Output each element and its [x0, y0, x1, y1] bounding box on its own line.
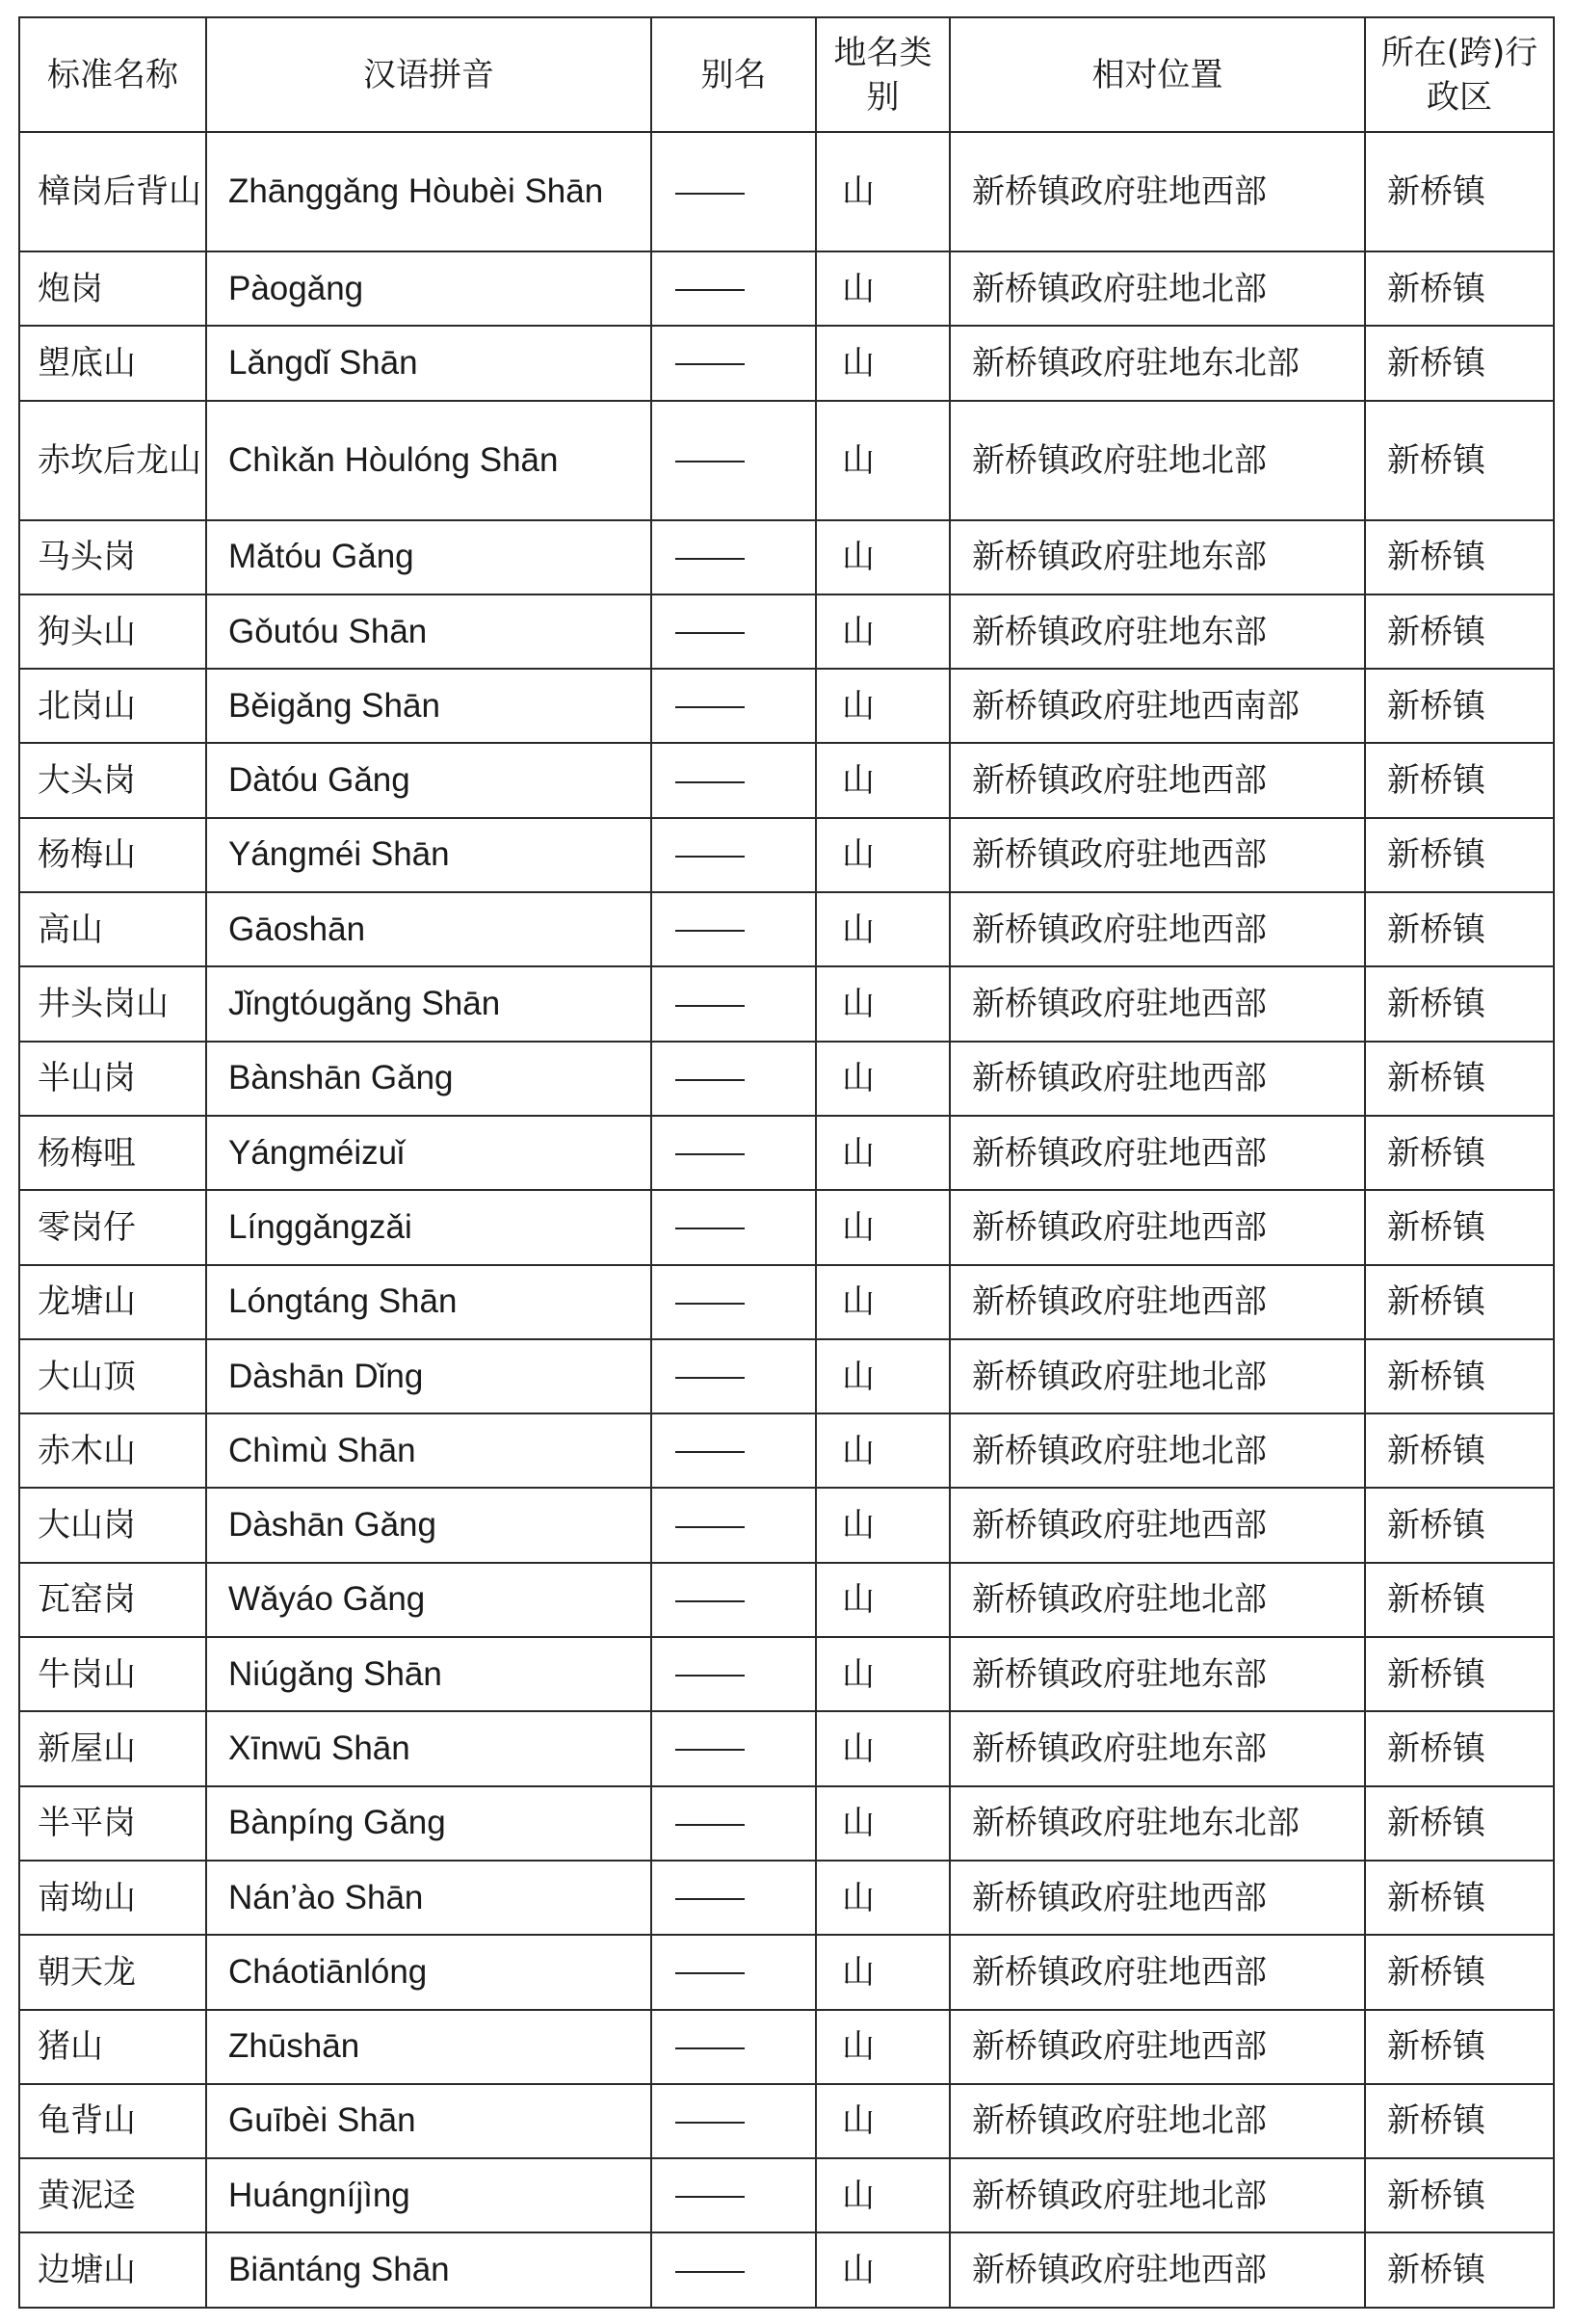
- pinyin-cell: Yángméi Shān: [206, 818, 651, 892]
- table-row: [19, 2084, 1554, 2158]
- name-cell: 樟岗后背山: [19, 132, 206, 251]
- pinyin-cell: Lóngtáng Shān: [206, 1265, 651, 1339]
- table-row: [19, 1413, 1554, 1488]
- alias-cell: [651, 2158, 816, 2232]
- pinyin-cell: Pàogǎng: [206, 251, 651, 326]
- district-cell: 新桥镇: [1365, 1637, 1554, 1711]
- alias-cell: [651, 1116, 816, 1190]
- alias-cell: [651, 1265, 816, 1339]
- alias-dash: [675, 1600, 745, 1602]
- alias-cell: [651, 520, 816, 594]
- pinyin-cell: Chìkǎn Hòulóng Shān: [206, 401, 651, 520]
- type-cell: 山: [816, 1190, 950, 1264]
- district-cell: 新桥镇: [1365, 2010, 1554, 2084]
- type-cell: 山: [816, 1637, 950, 1711]
- name-cell: 龟背山: [19, 2084, 206, 2158]
- type-cell: 山: [816, 669, 950, 743]
- district-cell: 新桥镇: [1365, 669, 1554, 743]
- pinyin-cell: Xīnwū Shān: [206, 1711, 651, 1785]
- location-cell: 新桥镇政府驻地西部: [950, 966, 1365, 1041]
- alias-cell: [651, 1711, 816, 1785]
- location-cell: 新桥镇政府驻地东北部: [950, 326, 1365, 400]
- location-cell: 新桥镇政府驻地西部: [950, 1116, 1365, 1190]
- district-cell: 新桥镇: [1365, 1413, 1554, 1488]
- alias-cell: [651, 1488, 816, 1562]
- name-cell: 半平岗: [19, 1786, 206, 1861]
- pinyin-cell: Niúgǎng Shān: [206, 1637, 651, 1711]
- pinyin-cell: Wǎyáo Gǎng: [206, 1563, 651, 1637]
- table-row: [19, 892, 1554, 966]
- alias-dash: [675, 1079, 745, 1081]
- type-cell: 山: [816, 743, 950, 817]
- table-row: [19, 251, 1554, 326]
- alias-dash: [675, 289, 745, 291]
- place-names-table: [18, 16, 1555, 2309]
- alias-cell: [651, 892, 816, 966]
- table-row: [19, 669, 1554, 743]
- alias-cell: [651, 1637, 816, 1711]
- pinyin-cell: Dàshān Dǐng: [206, 1339, 651, 1413]
- alias-dash: [675, 558, 745, 560]
- name-cell: 牛岗山: [19, 1637, 206, 1711]
- table-row: [19, 1935, 1554, 2009]
- name-cell: 大头岗: [19, 743, 206, 817]
- alias-dash: [675, 930, 745, 932]
- type-cell: 山: [816, 1711, 950, 1785]
- table-row: [19, 743, 1554, 817]
- table-row: [19, 594, 1554, 669]
- location-cell: 新桥镇政府驻地东部: [950, 1637, 1365, 1711]
- alias-dash: [675, 1749, 745, 1751]
- table-row: [19, 1786, 1554, 1861]
- type-cell: 山: [816, 326, 950, 400]
- name-cell: 龙塘山: [19, 1265, 206, 1339]
- table-row: [19, 2232, 1554, 2307]
- district-cell: 新桥镇: [1365, 1265, 1554, 1339]
- alias-cell: [651, 966, 816, 1041]
- district-cell: 新桥镇: [1365, 1935, 1554, 2009]
- name-cell: 马头岗: [19, 520, 206, 594]
- type-cell: 山: [816, 966, 950, 1041]
- district-cell: 新桥镇: [1365, 2232, 1554, 2307]
- district-cell: 新桥镇: [1365, 1042, 1554, 1116]
- location-cell: 新桥镇政府驻地西部: [950, 1265, 1365, 1339]
- type-cell: 山: [816, 1116, 950, 1190]
- name-cell: 杨梅山: [19, 818, 206, 892]
- type-cell: 山: [816, 1339, 950, 1413]
- type-cell: 山: [816, 520, 950, 594]
- table-row: [19, 1265, 1554, 1339]
- type-cell: 山: [816, 1861, 950, 1935]
- alias-cell: [651, 669, 816, 743]
- location-cell: 新桥镇政府驻地西部: [950, 892, 1365, 966]
- alias-cell: [651, 743, 816, 817]
- type-cell: 山: [816, 251, 950, 326]
- alias-cell: [651, 1413, 816, 1488]
- pinyin-cell: Gāoshān: [206, 892, 651, 966]
- pinyin-cell: Cháotiānlóng: [206, 1935, 651, 2009]
- name-cell: 北岗山: [19, 669, 206, 743]
- type-cell: 山: [816, 594, 950, 669]
- name-cell: 大山岗: [19, 1488, 206, 1562]
- table-row: [19, 818, 1554, 892]
- district-cell: 新桥镇: [1365, 1711, 1554, 1785]
- name-cell: 朝天龙: [19, 1935, 206, 2009]
- alias-cell: [651, 1563, 816, 1637]
- district-cell: 新桥镇: [1365, 743, 1554, 817]
- alias-dash: [675, 781, 745, 783]
- alias-cell: [651, 2232, 816, 2307]
- pinyin-cell: Yángméizuǐ: [206, 1116, 651, 1190]
- type-cell: 山: [816, 401, 950, 520]
- name-cell: 赤坎后龙山: [19, 401, 206, 520]
- header-district: 所在(跨)行政区: [1365, 17, 1554, 132]
- location-cell: 新桥镇政府驻地西部: [950, 1935, 1365, 2009]
- table-row: [19, 2158, 1554, 2232]
- table-row: [19, 1116, 1554, 1190]
- alias-dash: [675, 706, 745, 708]
- alias-dash: [675, 1526, 745, 1528]
- location-cell: 新桥镇政府驻地西部: [950, 818, 1365, 892]
- alias-cell: [651, 1935, 816, 2009]
- pinyin-cell: Dàtóu Gǎng: [206, 743, 651, 817]
- alias-dash: [675, 1377, 745, 1379]
- name-cell: 塱底山: [19, 326, 206, 400]
- name-cell: 边塘山: [19, 2232, 206, 2307]
- table-row: [19, 401, 1554, 520]
- type-cell: 山: [816, 132, 950, 251]
- location-cell: 新桥镇政府驻地北部: [950, 2158, 1365, 2232]
- location-cell: 新桥镇政府驻地东部: [950, 520, 1365, 594]
- district-cell: 新桥镇: [1365, 401, 1554, 520]
- location-cell: 新桥镇政府驻地北部: [950, 1563, 1365, 1637]
- table-row: [19, 1711, 1554, 1785]
- district-cell: 新桥镇: [1365, 1190, 1554, 1264]
- table-row: [19, 966, 1554, 1041]
- name-cell: 瓦窑岗: [19, 1563, 206, 1637]
- pinyin-cell: Mǎtóu Gǎng: [206, 520, 651, 594]
- district-cell: 新桥镇: [1365, 594, 1554, 669]
- pinyin-cell: Lǎngdǐ Shān: [206, 326, 651, 400]
- type-cell: 山: [816, 2010, 950, 2084]
- alias-cell: [651, 818, 816, 892]
- table-row: [19, 1637, 1554, 1711]
- district-cell: 新桥镇: [1365, 1339, 1554, 1413]
- district-cell: 新桥镇: [1365, 251, 1554, 326]
- type-cell: 山: [816, 2232, 950, 2307]
- district-cell: 新桥镇: [1365, 520, 1554, 594]
- name-cell: 炮岗: [19, 251, 206, 326]
- alias-cell: [651, 2010, 816, 2084]
- type-cell: 山: [816, 1786, 950, 1861]
- alias-cell: [651, 326, 816, 400]
- pinyin-cell: Nán’ào Shān: [206, 1861, 651, 1935]
- table-row: [19, 132, 1554, 251]
- location-cell: 新桥镇政府驻地西部: [950, 743, 1365, 817]
- location-cell: 新桥镇政府驻地东北部: [950, 1786, 1365, 1861]
- location-cell: 新桥镇政府驻地西部: [950, 2232, 1365, 2307]
- district-cell: 新桥镇: [1365, 1563, 1554, 1637]
- alias-dash: [675, 2271, 745, 2273]
- district-cell: 新桥镇: [1365, 2158, 1554, 2232]
- alias-dash: [675, 856, 745, 858]
- location-cell: 新桥镇政府驻地东部: [950, 594, 1365, 669]
- alias-dash: [675, 2122, 745, 2124]
- alias-dash: [675, 632, 745, 634]
- table-row: [19, 1563, 1554, 1637]
- name-cell: 南坳山: [19, 1861, 206, 1935]
- location-cell: 新桥镇政府驻地东部: [950, 1711, 1365, 1785]
- district-cell: 新桥镇: [1365, 966, 1554, 1041]
- location-cell: 新桥镇政府驻地西南部: [950, 669, 1365, 743]
- pinyin-cell: Huángníjìng: [206, 2158, 651, 2232]
- alias-cell: [651, 401, 816, 520]
- location-cell: 新桥镇政府驻地北部: [950, 1413, 1365, 1488]
- table-row: [19, 1488, 1554, 1562]
- table-header: [19, 17, 1554, 132]
- pinyin-cell: Zhūshān: [206, 2010, 651, 2084]
- location-cell: 新桥镇政府驻地西部: [950, 1190, 1365, 1264]
- district-cell: 新桥镇: [1365, 326, 1554, 400]
- name-cell: 井头岗山: [19, 966, 206, 1041]
- alias-cell: [651, 1190, 816, 1264]
- location-cell: 新桥镇政府驻地北部: [950, 1339, 1365, 1413]
- table-row: [19, 326, 1554, 400]
- pinyin-cell: Bànpíng Gǎng: [206, 1786, 651, 1861]
- alias-dash: [675, 2047, 745, 2049]
- pinyin-cell: Línggǎngzǎi: [206, 1190, 651, 1264]
- type-cell: 山: [816, 1563, 950, 1637]
- name-cell: 大山顶: [19, 1339, 206, 1413]
- pinyin-cell: Chìmù Shān: [206, 1413, 651, 1488]
- alias-dash: [675, 1972, 745, 1974]
- location-cell: 新桥镇政府驻地西部: [950, 1042, 1365, 1116]
- location-cell: 新桥镇政府驻地西部: [950, 2010, 1365, 2084]
- type-cell: 山: [816, 1488, 950, 1562]
- alias-dash: [675, 1898, 745, 1900]
- district-cell: 新桥镇: [1365, 1488, 1554, 1562]
- table-row: [19, 520, 1554, 594]
- location-cell: 新桥镇政府驻地西部: [950, 1861, 1365, 1935]
- name-cell: 黄泥迳: [19, 2158, 206, 2232]
- pinyin-cell: Bànshān Gǎng: [206, 1042, 651, 1116]
- table-row: [19, 1861, 1554, 1935]
- alias-cell: [651, 1042, 816, 1116]
- alias-cell: [651, 1786, 816, 1861]
- district-cell: 新桥镇: [1365, 2084, 1554, 2158]
- type-cell: 山: [816, 1265, 950, 1339]
- alias-dash: [675, 1153, 745, 1155]
- type-cell: 山: [816, 1042, 950, 1116]
- pinyin-cell: Biāntáng Shān: [206, 2232, 651, 2307]
- pinyin-cell: Běigǎng Shān: [206, 669, 651, 743]
- type-cell: 山: [816, 892, 950, 966]
- district-cell: 新桥镇: [1365, 1861, 1554, 1935]
- header-pinyin: 汉语拼音: [206, 17, 651, 132]
- type-cell: 山: [816, 2158, 950, 2232]
- district-cell: 新桥镇: [1365, 132, 1554, 251]
- district-cell: 新桥镇: [1365, 818, 1554, 892]
- type-cell: 山: [816, 1935, 950, 2009]
- header-location: 相对位置: [950, 17, 1365, 132]
- table-row: [19, 1339, 1554, 1413]
- district-cell: 新桥镇: [1365, 1116, 1554, 1190]
- name-cell: 杨梅咀: [19, 1116, 206, 1190]
- name-cell: 高山: [19, 892, 206, 966]
- name-cell: 猪山: [19, 2010, 206, 2084]
- type-cell: 山: [816, 1413, 950, 1488]
- header-category: 地名类别: [816, 17, 950, 132]
- header-row: [19, 17, 1554, 132]
- header-standard-name: 标准名称: [19, 17, 206, 132]
- name-cell: 半山岗: [19, 1042, 206, 1116]
- pinyin-cell: Dàshān Gǎng: [206, 1488, 651, 1562]
- name-cell: 新屋山: [19, 1711, 206, 1785]
- alias-cell: [651, 594, 816, 669]
- type-cell: 山: [816, 818, 950, 892]
- pinyin-cell: Guībèi Shān: [206, 2084, 651, 2158]
- name-cell: 赤木山: [19, 1413, 206, 1488]
- pinyin-cell: Zhānggǎng Hòubèi Shān: [206, 132, 651, 251]
- alias-dash: [675, 1824, 745, 1826]
- table-row: [19, 2010, 1554, 2084]
- pinyin-cell: Gǒutóu Shān: [206, 594, 651, 669]
- name-cell: 零岗仔: [19, 1190, 206, 1264]
- alias-dash: [675, 2196, 745, 2198]
- location-cell: 新桥镇政府驻地北部: [950, 2084, 1365, 2158]
- alias-dash: [675, 1228, 745, 1229]
- table-row: [19, 1042, 1554, 1116]
- location-cell: 新桥镇政府驻地西部: [950, 1488, 1365, 1562]
- alias-cell: [651, 2084, 816, 2158]
- district-cell: 新桥镇: [1365, 892, 1554, 966]
- alias-dash: [675, 1005, 745, 1007]
- alias-dash: [675, 363, 745, 365]
- alias-dash: [675, 193, 745, 195]
- alias-cell: [651, 1861, 816, 1935]
- alias-dash: [675, 1451, 745, 1453]
- type-cell: 山: [816, 2084, 950, 2158]
- location-cell: 新桥镇政府驻地北部: [950, 251, 1365, 326]
- location-cell: 新桥镇政府驻地北部: [950, 401, 1365, 520]
- location-cell: 新桥镇政府驻地西部: [950, 132, 1365, 251]
- table-body: [19, 132, 1554, 2308]
- alias-dash: [675, 461, 745, 462]
- district-cell: 新桥镇: [1365, 1786, 1554, 1861]
- alias-cell: [651, 251, 816, 326]
- alias-dash: [675, 1675, 745, 1677]
- table-row: [19, 1190, 1554, 1264]
- alias-cell: [651, 132, 816, 251]
- header-alias: 别名: [651, 17, 816, 132]
- name-cell: 狗头山: [19, 594, 206, 669]
- alias-dash: [675, 1303, 745, 1305]
- alias-cell: [651, 1339, 816, 1413]
- pinyin-cell: Jǐngtóugǎng Shān: [206, 966, 651, 1041]
